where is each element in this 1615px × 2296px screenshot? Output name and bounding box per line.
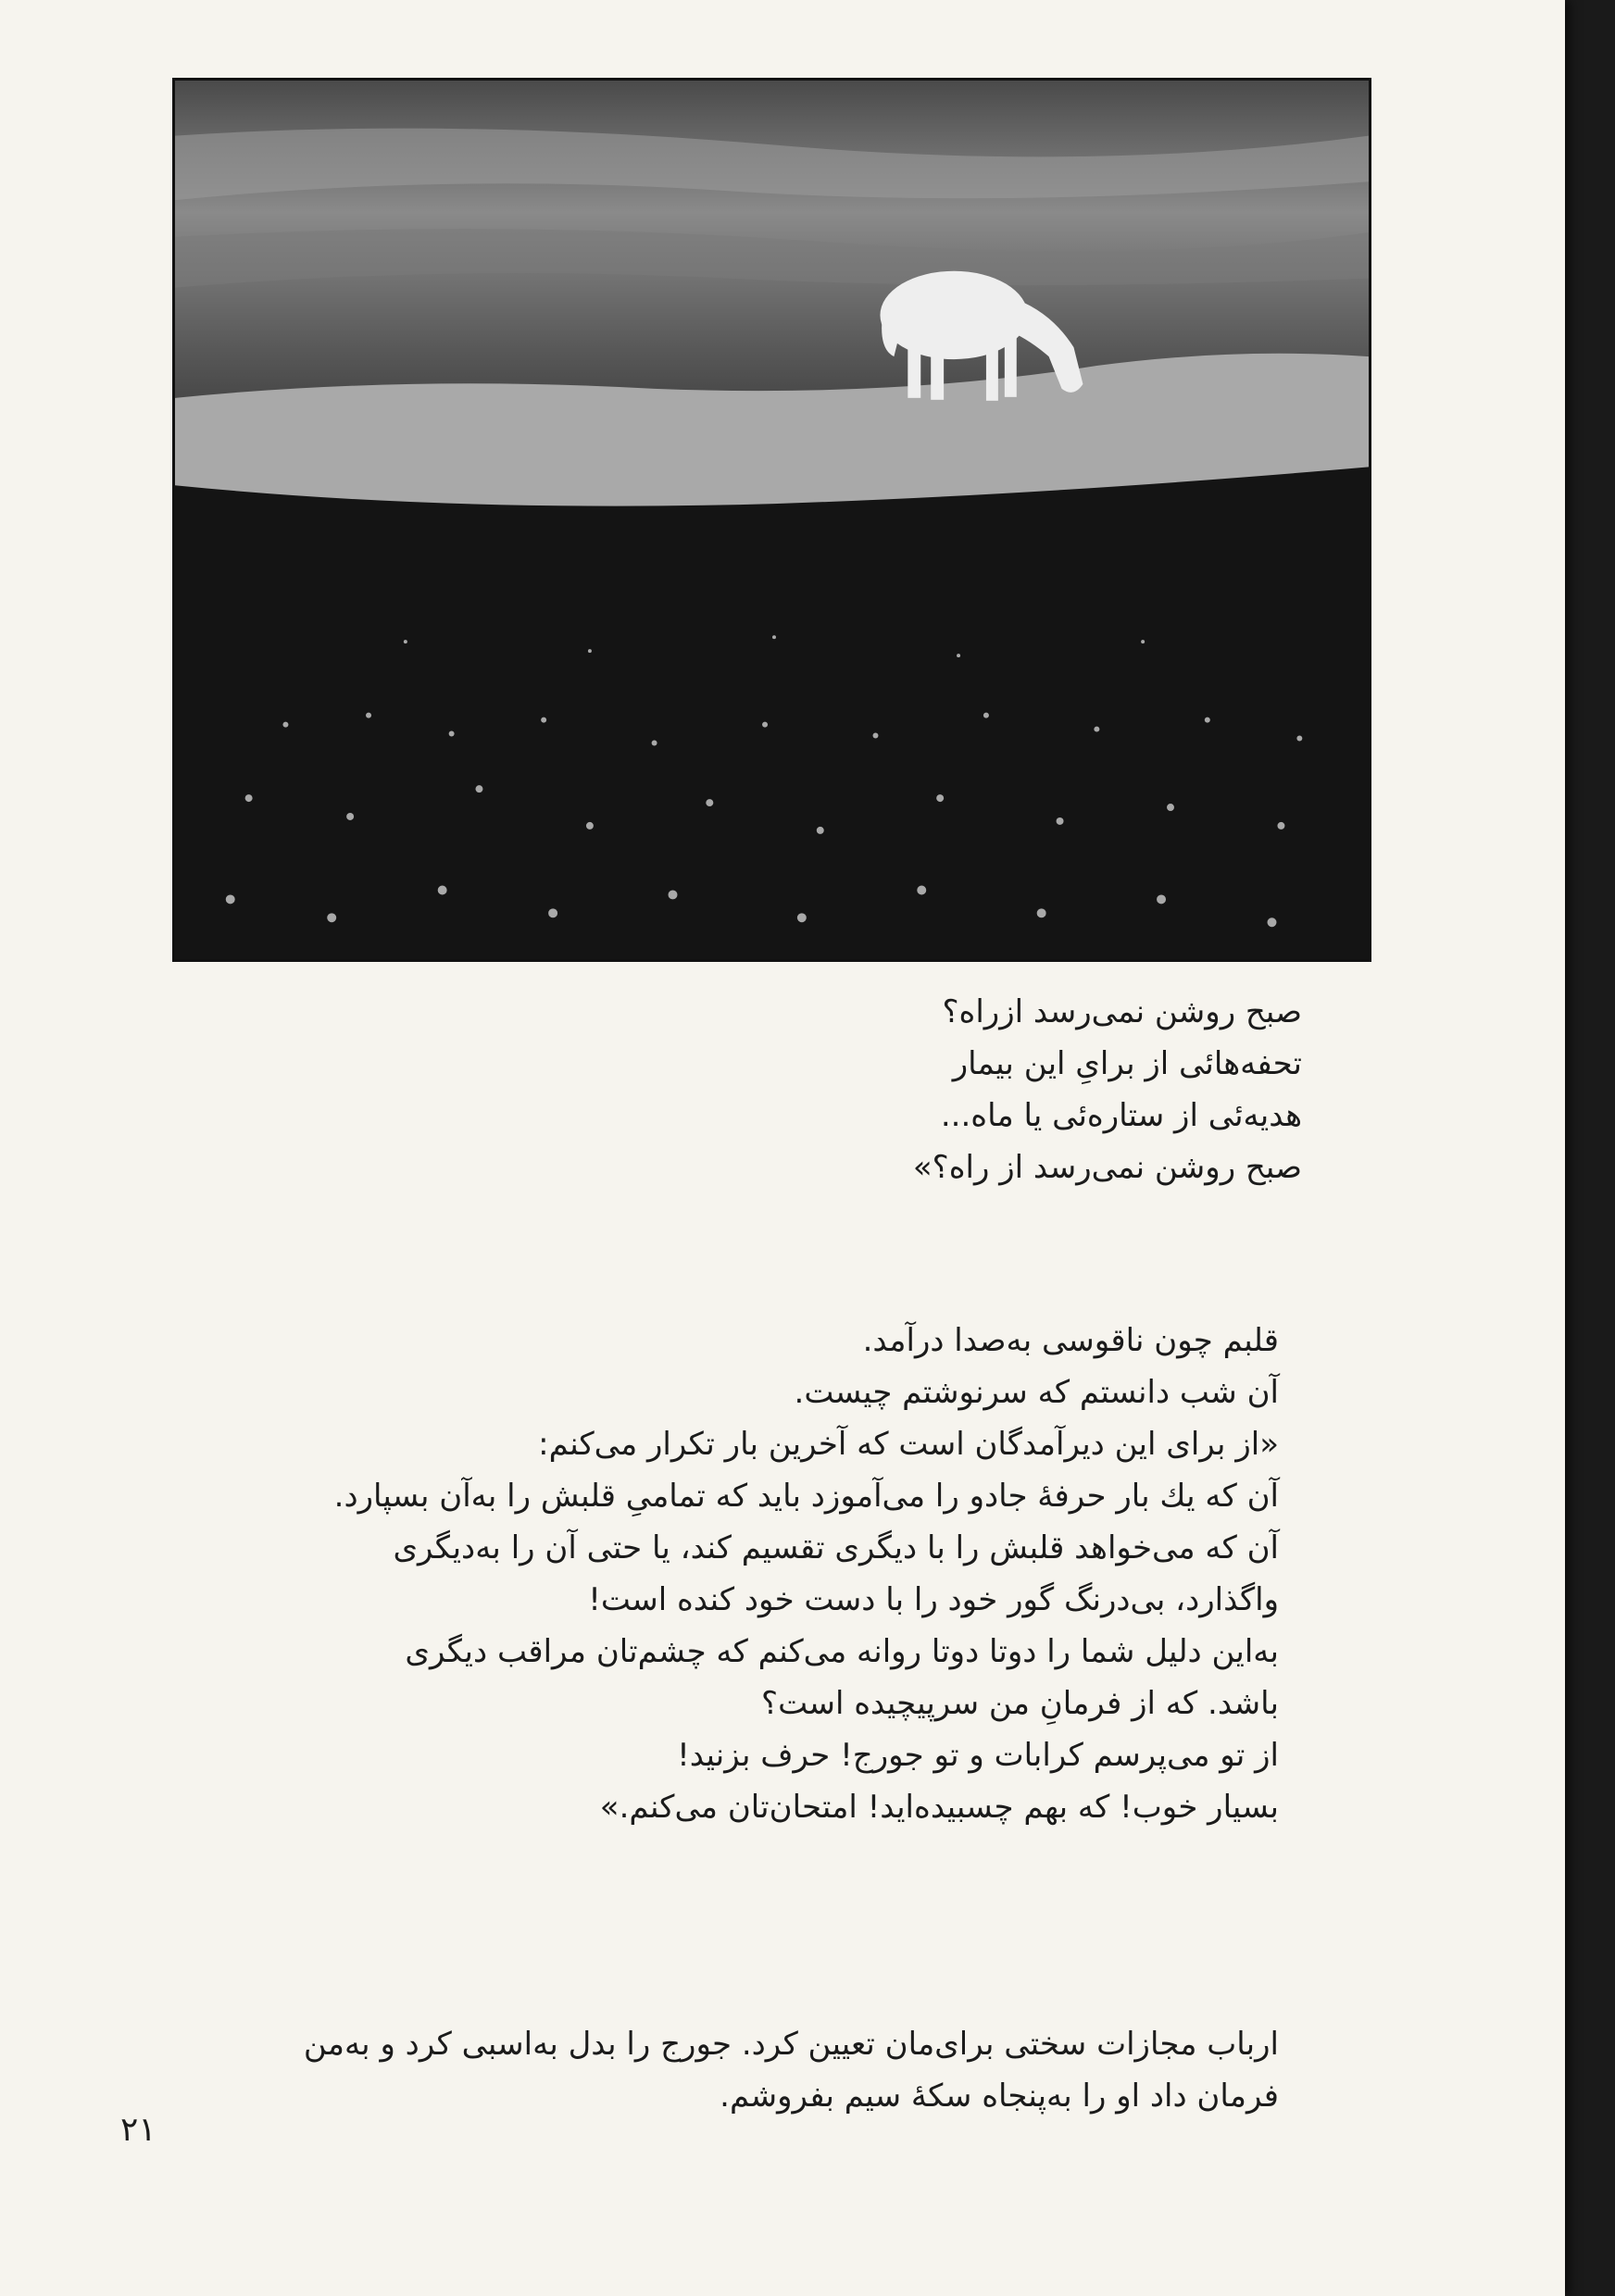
text-line: ارباب مجازات سختی برای‌مان تعیین کرد. جورج را بدل به‌اسبی کرد و به‌من [303, 2026, 1279, 2063]
illustration-drawing [175, 81, 1369, 959]
text-line: بسیار خوب! که بهم چسبیده‌اید! امتحان‌تان می‌کنم.» [599, 1789, 1279, 1826]
text-line: آن که می‌خواهد قلبش را با دیگری تقسیم کند، یا حتی آن را به‌دیگری [393, 1529, 1279, 1566]
page-number: ۲۱ [120, 2111, 156, 2149]
text-line: باشد. که از فرمانِ من سرپیچیده است؟ [761, 1685, 1279, 1722]
text-line: فرمان داد او را به‌پنجاه سکهٔ سیم بفروشم. [720, 2078, 1279, 2115]
text-line: «از برای این دیرآمدگان است که آخرین بار تکرار می‌کنم: [538, 1426, 1279, 1463]
text-line: قلبم چون ناقوسی به‌صدا درآمد. [862, 1322, 1279, 1359]
poem-block [561, 986, 1302, 1193]
poem-line: صبح روشن نمی‌رسد از راه؟» [912, 1149, 1302, 1186]
paragraph-final [140, 2018, 1279, 2122]
text-line: آن که یك بار حرفهٔ جادو را می‌آموزد باید که تمامیِ قلبش را به‌آن بسپارد. [333, 1478, 1279, 1515]
poem-line: هدیه‌ئی از ستاره‌ئی یا ماه... [940, 1097, 1302, 1134]
text-line: به‌این دلیل شما را دوتا دوتا روانه می‌کنم که چشم‌تان مراقب دیگری [405, 1633, 1279, 1670]
text-line: واگذارد، بی‌درنگ گور خود را با دست خود کنده است! [588, 1581, 1279, 1618]
text-line: از تو می‌پرسم کرابات و تو جورج! حرف بزنید! [677, 1737, 1279, 1774]
poem-line: تحفه‌هائی از برایِ این بیمار [952, 1045, 1302, 1082]
horse-illustration [172, 78, 1371, 962]
text-line: آن شب دانستم که سرنوشتم چیست. [794, 1374, 1279, 1411]
paragraph-main [140, 1315, 1279, 1833]
poem-line: صبح روشن نمی‌رسد ازراه؟ [942, 993, 1302, 1030]
